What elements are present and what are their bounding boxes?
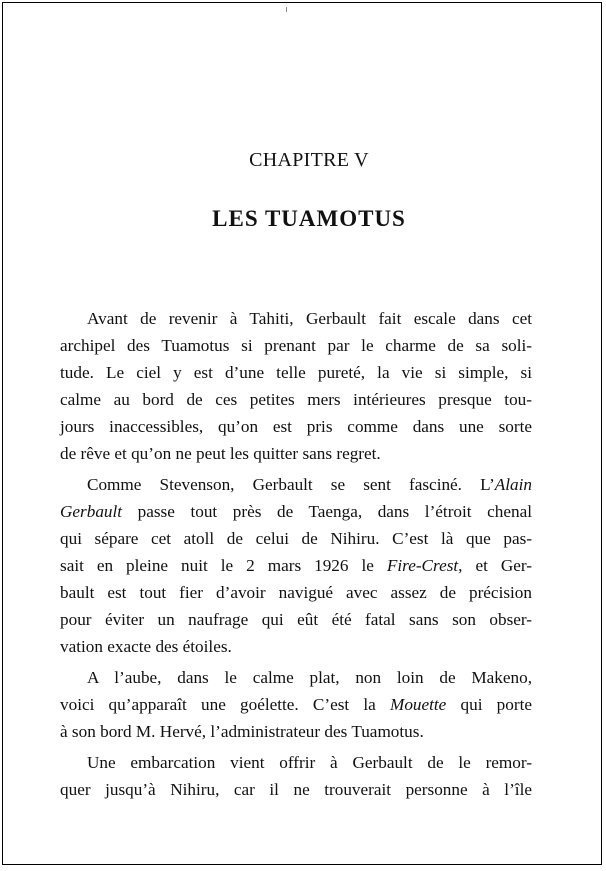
italic-ship-name: Fire-Crest, xyxy=(386,556,463,575)
italic-ship-name: Alain xyxy=(494,475,532,494)
text-line: qui sépare cet atoll de celui de Nihiru. C’est là que pas- xyxy=(60,529,532,548)
chapter-label: CHAPITRE V xyxy=(249,149,369,171)
text-line: jours inaccessibles, qu’on est pris comme dans une sorte xyxy=(60,417,532,436)
text-line: de rêve et qu’on ne peut les quitter sans regret. xyxy=(60,444,381,463)
text-line: pour éviter un naufrage qui eût été fatal sans son obser- xyxy=(60,610,532,629)
text-line: Avant de revenir à Tahiti, Gerbault fait escale dans cet xyxy=(87,309,532,328)
text-line: à son bord M. Hervé, l’administrateur des Tuamotus. xyxy=(60,722,424,741)
text-line: tude. Le ciel y est d’une telle pureté, la vie si simple, si xyxy=(60,363,532,382)
text-line: quer jusqu’à Nihiru, car il ne trouverait personne à l’île xyxy=(60,780,532,799)
chapter-title: LES TUAMOTUS xyxy=(212,206,406,231)
italic-ship-name: Gerbault xyxy=(60,502,123,521)
book-page xyxy=(2,2,602,865)
text-line: vation exacte des étoiles. xyxy=(60,637,232,656)
scan-speck xyxy=(286,7,287,12)
text-line: voici qu’apparaît une goélette. C’est la Mouette qui porte xyxy=(60,695,532,714)
text-line: Une embarcation vient offrir à Gerbault de le remor- xyxy=(87,753,532,772)
text-line: sait en pleine nuit le 2 mars 1926 le Fire-Crest, et Ger- xyxy=(60,556,532,575)
text-line: archipel des Tuamotus si prenant par le charme de sa soli- xyxy=(60,336,532,355)
text-line: bault est tout fier d’avoir navigué avec assez de précision xyxy=(60,583,532,602)
italic-ship-name: Mouette xyxy=(390,695,447,714)
body-text xyxy=(60,305,532,803)
text-line: Comme Stevenson, Gerbault se sent fasciné. L’Alain xyxy=(87,475,532,494)
text-line: calme au bord de ces petites mers intérieures presque tou- xyxy=(60,390,532,409)
text-line: A l’aube, dans le calme plat, non loin de Makeno, xyxy=(87,668,532,687)
text-line: Gerbault passe tout près de Taenga, dans l’étroit chenal xyxy=(60,502,532,521)
